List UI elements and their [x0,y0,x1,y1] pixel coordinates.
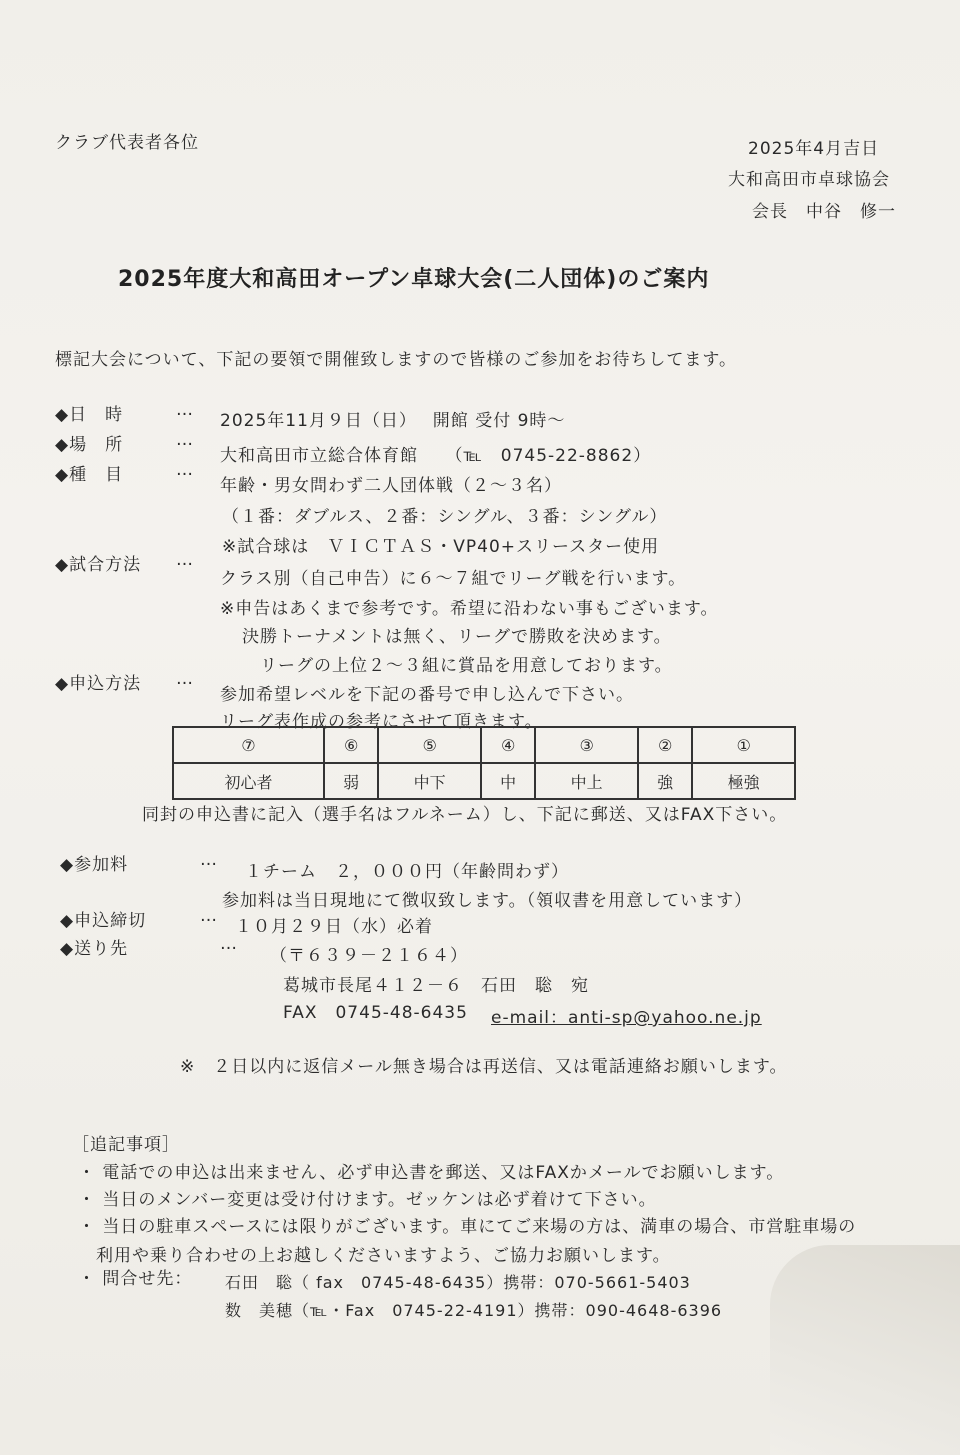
format-line: リーグの上位２～３組に賞品を用意しております。 [260,656,673,676]
recipient-line: クラブ代表者各位 [55,133,199,153]
sendto-dots: … [220,934,237,954]
additional-item: ・ 当日のメンバー変更は受け付けます。ゼッケンは必ず着けて下さい。 [78,1190,657,1210]
level-number-row [173,727,795,763]
additional-item: ・ 当日の駐車スペースには限りがございます。車にてご来場の方は、満車の場合、市営駐車場の [78,1217,857,1237]
level-name: 中 [481,763,535,799]
application-instruction: 同封の申込書に記入（選手名はフルネーム）し、下記に郵送、又はFAX下さい。 [142,805,788,825]
format-line: クラス別（自己申告）に６～７組でリーグ戦を行います。 [220,569,687,589]
level-name: 弱 [324,763,378,799]
document-title: 2025年度大和高田オープン卓球大会(二人団体)のご案内 [118,267,710,292]
contact-line: 数 美穂（℡・Fax 0745-22-4191）携帯：090-4648-6396 [225,1301,723,1320]
venue-dots: … [176,430,193,450]
level-name: 強 [638,763,692,799]
application-line: リーグ表作成の参考にさせて頂きます。 [220,712,543,732]
paper-fold [770,1245,960,1455]
email-address: e-mail：anti-sp@yahoo.ne.jp [491,1008,762,1028]
event-line: （１番：ダブルス、２番：シングル、３番：シングル） [222,507,668,527]
venue-value: 大和高田市立総合体育館 （℡ 0745-22-8862） [220,446,652,466]
event-line: ※試合球は ＶＩＣＴＡＳ・VP40+スリースター使用 [222,537,660,557]
fee-line: １チーム ２，０００円（年齢問わず） [245,862,569,882]
level-number: ① [692,727,795,763]
datetime-value: 2025年11月９日（日） 開館 受付 9時～ [220,411,566,431]
event-dots: … [176,460,193,480]
mailing-address: 葛城市長尾４１２－６ 石田 聡 宛 [283,976,589,996]
fax-number: FAX 0745-48-6435 [283,1003,468,1023]
datetime-dots: … [176,400,193,420]
additional-heading: ［追記事項］ [72,1135,180,1155]
level-number: ⑤ [378,727,481,763]
format-line: 決勝トーナメントは無く、リーグで勝敗を決めます。 [242,627,672,647]
level-name: 中上 [535,763,638,799]
format-label: ◆試合方法 [55,555,142,575]
level-name: 極強 [692,763,795,799]
level-number: ⑦ [173,727,324,763]
level-number: ② [638,727,692,763]
additional-item: ・ 電話での申込は出来ません、必ず申込書を郵送、又はFAXかメールでお願いします。 [78,1163,785,1183]
format-dots: … [176,550,193,570]
fee-label: ◆参加料 [60,855,129,875]
contact-label: ・ 問合せ先： [78,1269,193,1289]
level-name-row [173,763,795,799]
application-line: 参加希望レベルを下記の番号で申し込んで下さい。 [220,685,634,705]
sendto-label: ◆送り先 [60,939,129,959]
level-name: 中下 [378,763,481,799]
level-number: ③ [535,727,638,763]
fee-line: 参加料は当日現地にて徴収致します。（領収書を用意しています） [222,891,753,911]
president-name: 会長 中谷 修一 [752,202,896,222]
level-name: 初心者 [173,763,324,799]
level-table [172,726,796,800]
postal-code: （〒６３９－２１６４） [270,946,468,966]
deadline-label: ◆申込締切 [60,911,147,931]
intro-text: 標記大会について、下記の要領で開催致しますので皆様のご参加をお待ちしてます。 [55,350,737,370]
fee-dots: … [200,850,217,870]
issue-date: 2025年4月吉日 [748,139,880,159]
deadline-dots: … [200,906,217,926]
additional-item: 利用や乗り合わせの上お越しくださいますよう、ご協力お願いします。 [96,1246,671,1266]
contact-line: 石田 聡（ fax 0745-48-6435）携帯：070-5661-5403 [225,1273,691,1292]
level-number: ④ [481,727,535,763]
application-dots: … [176,669,193,689]
organization-name: 大和高田市卓球協会 [728,170,890,190]
deadline-value: １０月２９日（水）必着 [235,917,433,937]
reply-note: ※ ２日以内に返信メール無き場合は再送信、又は電話連絡お願いします。 [180,1057,788,1077]
event-label: ◆種 目 [55,465,124,485]
level-number: ⑥ [324,727,378,763]
datetime-label: ◆日 時 [55,405,124,425]
event-line: 年齢・男女問わず二人団体戦（２～３名） [220,476,562,496]
format-line: ※申告はあくまで参考です。希望に沿わない事もございます。 [220,599,719,619]
application-label: ◆申込方法 [55,674,142,694]
venue-label: ◆場 所 [55,435,124,455]
